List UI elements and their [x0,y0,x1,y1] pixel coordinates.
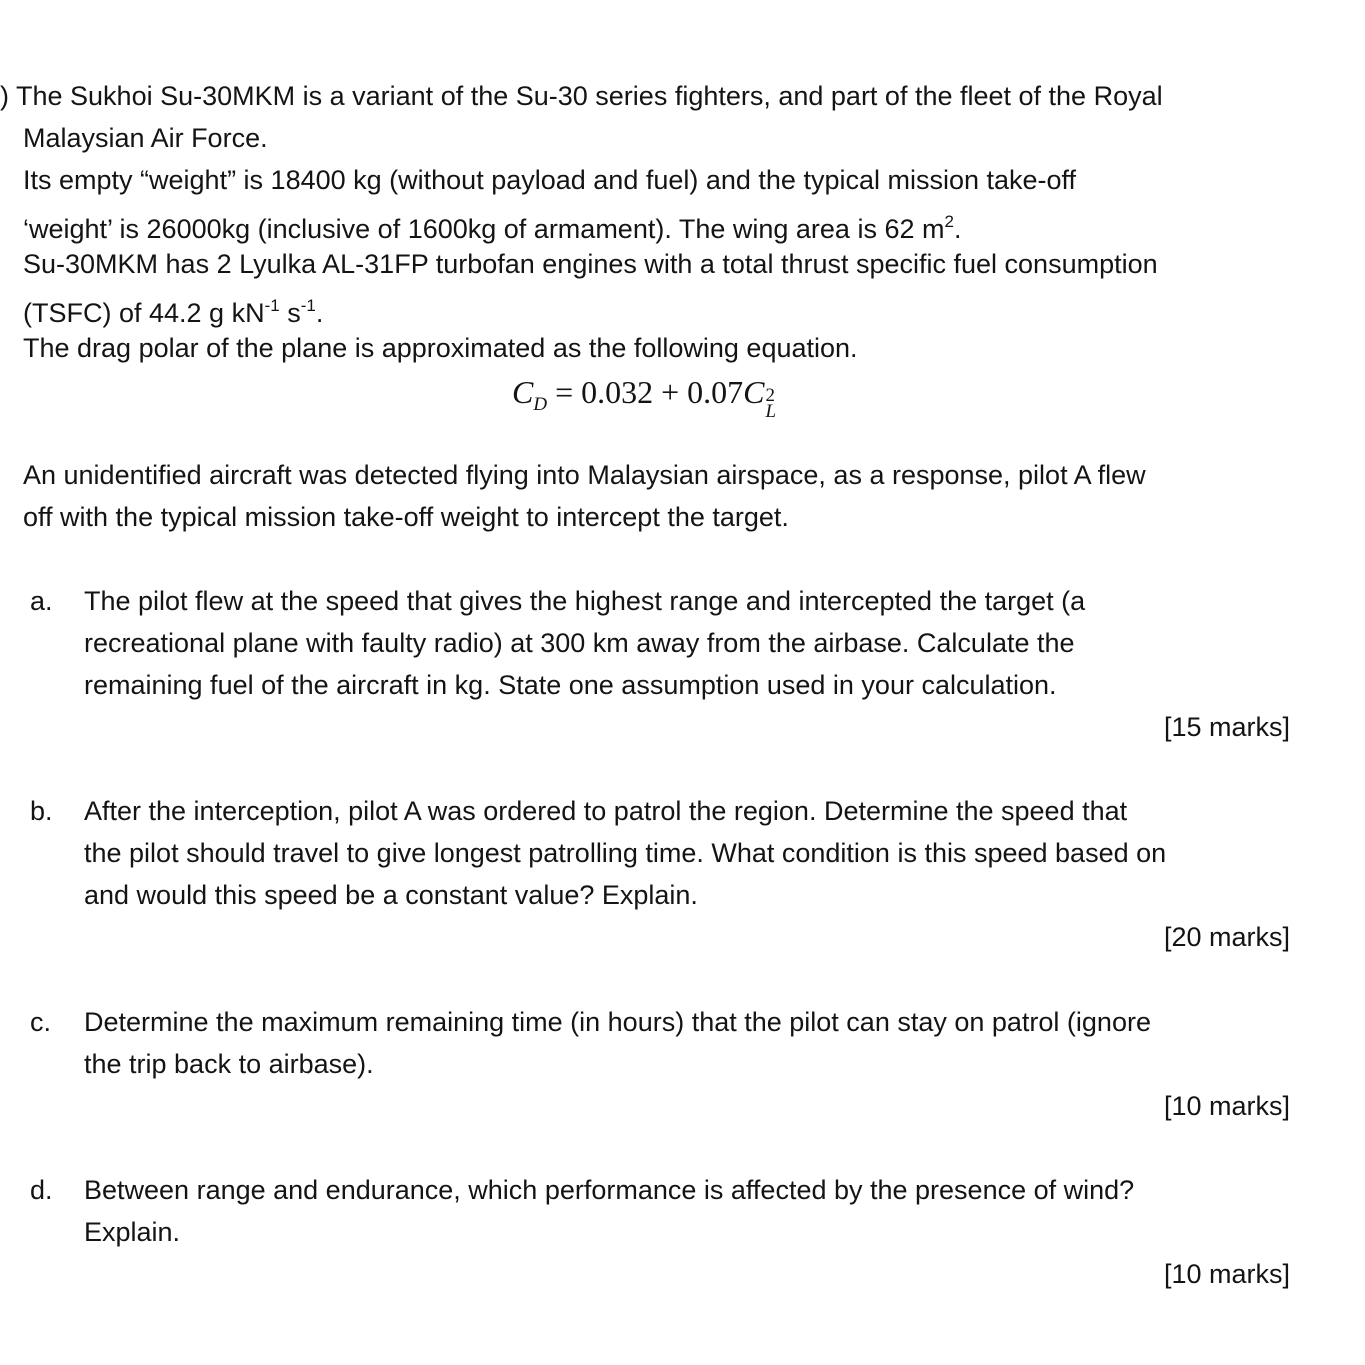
scenario-line-1: An unidentified aircraft was detected flying into Malaysian airspace, as a response, pilot A flew [23,460,1146,490]
question-a-line-2: recreational plane with faulty radio) at 300 km away from the airbase. Calculate the [84,628,1075,658]
wing-area-text: ‘weight’ is 26000kg (inclusive of 1600kg of armament). The wing area is 62 m [23,214,945,244]
intro-line-1: ) The Sukhoi Su-30MKM is a variant of the Su-30 series fighters, and part of the fleet of the Royal [0,81,1163,111]
question-b-line-3: and would this speed be a constant value? Explain. [84,880,698,910]
eq-cd-subscript: D [533,394,548,415]
question-b-marks: [20 marks] [1163,922,1290,952]
eq-cl-superscript: 2 [765,384,776,406]
eq-rhs: = 0.032 + 0.07 [547,374,744,410]
tsfc-period: . [315,298,324,328]
eq-cl-subscript: L [765,400,777,422]
question-d-marks: [10 marks] [1163,1259,1290,1289]
wing-area-period: . [953,214,962,244]
eq-cd: C [512,374,534,410]
intro-line-6 [23,289,323,330]
intro-line-2: Malaysian Air Force. [23,123,268,153]
question-d-line-1: Between range and endurance, which performance is affected by the presence of wind? [84,1175,1135,1205]
question-c-line-2: the trip back to airbase). [84,1049,374,1079]
wing-area-superscript: 2 [944,212,954,231]
question-c-marks: [10 marks] [1163,1091,1290,1121]
question-c-line-1: Determine the maximum remaining time (in hours) that the pilot can stay on patrol (ignore [84,1007,1151,1037]
tsfc-superscript-1: -1 [264,296,280,315]
question-a-line-3: remaining fuel of the aircraft in kg. State one assumption used in your calculation. [84,670,1057,700]
eq-cl: C [743,374,765,410]
question-d-line-2: Explain. [84,1217,181,1247]
question-b-label: b. [30,796,53,826]
eq-cl-scripts [765,380,779,422]
tsfc-mid: s [279,298,301,328]
intro-line-7: The drag polar of the plane is approximated as the following equation. [23,333,858,363]
question-d-label: d. [30,1175,53,1205]
tsfc-superscript-2: -1 [300,296,316,315]
intro-line-5: Su-30MKM has 2 Lyulka AL-31FP turbofan engines with a total thrust specific fuel consumption [23,249,1158,279]
scenario-line-2: off with the typical mission take-off weight to intercept the target. [23,502,789,532]
intro-line-3: Its empty “weight” is 18400 kg (without payload and fuel) and the typical mission take-off [23,165,1077,195]
intro-line-4 [23,205,961,246]
question-a-label: a. [30,586,53,616]
question-b-line-2: the pilot should travel to give longest patrolling time. What condition is this speed based on [84,838,1167,868]
drag-polar-equation [512,372,779,425]
question-c-label: c. [30,1007,52,1037]
question-a-line-1: The pilot flew at the speed that gives the highest range and intercepted the target (a [84,586,1086,616]
question-a-marks: [15 marks] [1163,712,1290,742]
tsfc-text: (TSFC) of 44.2 g kN [23,298,265,328]
question-b-line-1: After the interception, pilot A was ordered to patrol the region. Determine the speed that [84,796,1128,826]
